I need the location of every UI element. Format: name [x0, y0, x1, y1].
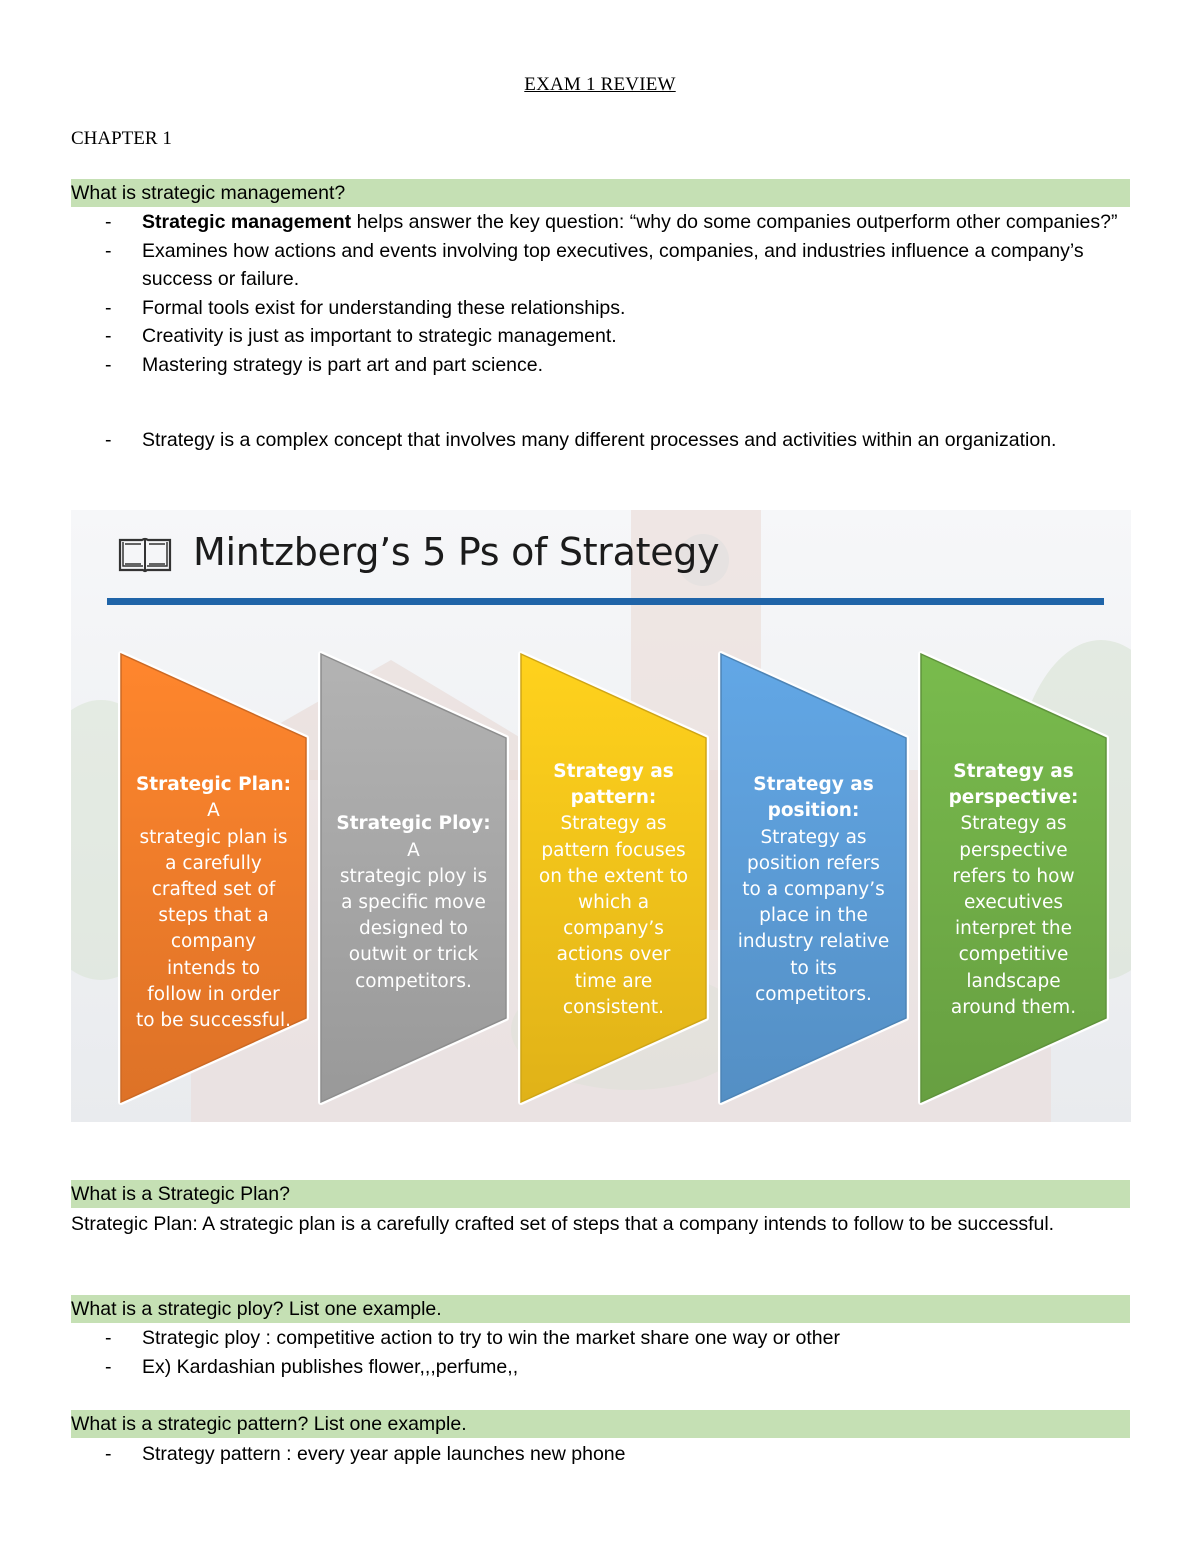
figure-title: Mintzberg’s 5 Ps of Strategy — [193, 530, 720, 574]
card-text-line — [729, 772, 899, 798]
card-description: intends to — [166, 957, 261, 979]
card-text-line — [929, 864, 1099, 890]
card-description: perspective — [959, 839, 1068, 861]
card-description: time are — [574, 970, 653, 992]
card-text-line — [529, 864, 699, 890]
strategic-plan-card-text — [129, 772, 299, 1034]
list-item — [71, 426, 1121, 455]
strategic-ploy-list — [71, 1324, 1121, 1381]
card-text-line — [329, 890, 499, 916]
card-label: position: — [767, 800, 860, 822]
bold-term: Strategic management — [142, 211, 352, 233]
card-text-line — [729, 851, 899, 877]
card-description: position refers — [747, 852, 880, 874]
card-text-line — [129, 772, 299, 824]
card-text-line — [729, 982, 899, 1008]
card-label: perspective: — [948, 787, 1079, 809]
document-title: EXAM 1 REVIEW — [524, 74, 676, 95]
card-text-line — [729, 877, 899, 903]
card-description: industry relative — [737, 931, 890, 953]
card-description: on the extent to — [538, 865, 689, 887]
card-description: pattern focuses — [541, 839, 686, 861]
card-description: refers to how — [952, 865, 1075, 887]
list-item-text: Mastering strategy is part art and part science. — [142, 353, 544, 376]
card-text-line — [529, 759, 699, 785]
card-description: around them. — [950, 996, 1077, 1018]
card-label: Strategy as — [553, 761, 674, 782]
card-text-line — [129, 929, 299, 955]
card-description: follow in order — [147, 983, 280, 1005]
strategy-as-pattern-card-text — [529, 759, 699, 1021]
strategic-plan-answer: Strategic Plan: A strategic plan is a carefully crafted set of steps that a company intends to follow to be successful. — [71, 1213, 1055, 1235]
card-text-line — [929, 838, 1099, 864]
card-text-line — [529, 838, 699, 864]
card-description: strategic ploy is — [339, 865, 488, 887]
question-heading-strategic-pattern: What is a strategic pattern? List one example. — [71, 1410, 1130, 1438]
card-text-line — [529, 785, 699, 811]
card-text-line — [929, 890, 1099, 916]
strategy-as-position-card-text — [729, 772, 899, 1008]
chapter-heading: CHAPTER 1 — [71, 128, 172, 149]
card-description: company — [170, 931, 257, 953]
list-item-text: Strategy pattern : every year apple launches new phone — [142, 1443, 626, 1465]
card-description: which a — [577, 892, 650, 914]
card-text-line — [129, 851, 299, 877]
card-description: company’s — [563, 918, 664, 940]
card-text-line — [129, 903, 299, 929]
card-text-line — [129, 956, 299, 982]
card-label: Strategy as — [753, 774, 874, 796]
list-item — [71, 351, 1121, 380]
card-text-line — [929, 759, 1099, 785]
card-label: Strategic Ploy: — [336, 813, 491, 835]
list-item — [71, 1440, 1121, 1469]
card-text-line — [929, 916, 1099, 942]
card-text-line — [529, 811, 699, 837]
card-description: A — [207, 800, 220, 822]
card-description: consistent. — [562, 996, 665, 1018]
card-text-line — [929, 811, 1099, 837]
card-text-line — [329, 969, 499, 995]
card-description: Strategy as — [560, 813, 667, 835]
card-description: competitors. — [755, 983, 872, 1005]
list-item-text: Strategy is a complex concept that involves many different processes and activities within an organization. — [142, 429, 1057, 451]
card-description: to its — [790, 957, 837, 979]
mintzberg-5ps-figure — [71, 510, 1131, 1122]
question-heading-strategic-plan: What is a Strategic Plan? — [71, 1180, 1130, 1208]
card-text-line — [729, 956, 899, 982]
card-text-line — [529, 942, 699, 968]
card-text-line — [329, 811, 499, 863]
card-description: place in the — [759, 905, 868, 927]
card-description: executives — [963, 892, 1064, 914]
card-description: crafted set of — [151, 878, 276, 900]
card-text-line — [329, 916, 499, 942]
card-text-line — [529, 969, 699, 995]
card-text-line — [529, 995, 699, 1021]
card-text-line — [729, 929, 899, 955]
card-description: a carefully — [165, 852, 262, 874]
card-description: A — [407, 839, 420, 861]
list-item — [71, 294, 1121, 323]
strategic-management-list — [71, 208, 1121, 379]
card-text-line — [729, 903, 899, 929]
card-text-line — [129, 825, 299, 851]
list-item — [71, 1353, 1121, 1382]
list-item-text: Ex) Kardashian publishes flower,,,perfume,, — [142, 1355, 519, 1378]
list-item — [71, 237, 1121, 294]
card-description: competitive — [958, 944, 1069, 966]
card-description: landscape — [966, 970, 1061, 992]
card-text-line — [929, 785, 1099, 811]
card-description: interpret the — [955, 918, 1072, 940]
list-item — [71, 322, 1121, 351]
card-text-line — [729, 825, 899, 851]
card-description: to be successful. — [135, 1009, 292, 1031]
card-description: designed to — [359, 918, 468, 940]
card-description: Strategy as — [960, 813, 1067, 835]
card-text-line — [329, 942, 499, 968]
card-description: Strategy as — [760, 826, 867, 848]
list-item-text: Examines how actions and events involving top executives, companies, and industries influence a company’s success or failure. — [142, 239, 1084, 290]
question-heading-strategic-management: What is strategic management? — [71, 179, 1130, 207]
card-text-line — [729, 798, 899, 824]
card-description: actions over — [556, 944, 671, 966]
card-description: competitors. — [355, 970, 472, 992]
card-label: Strategic Plan: — [135, 774, 292, 796]
card-text-line — [329, 864, 499, 890]
card-text-line — [529, 890, 699, 916]
card-text-line — [129, 877, 299, 903]
list-item-text: Strategic ploy : competitive action to try to win the market share one way or other — [142, 1327, 840, 1349]
card-description: a specific move — [341, 892, 486, 913]
card-label: pattern: — [570, 787, 657, 809]
list-item-text: helps answer the key question: “why do some companies outperform other companies?” — [351, 211, 1118, 233]
card-description: strategic plan is — [139, 826, 288, 848]
strategic-ploy-card-text — [329, 811, 499, 994]
card-text-line — [929, 995, 1099, 1021]
card-text-line — [129, 1008, 299, 1034]
card-description: outwit or trick — [348, 944, 479, 966]
card-description: to a company’s — [742, 878, 885, 900]
card-label: Strategy as — [953, 761, 1074, 782]
card-text-line — [929, 969, 1099, 995]
list-item-text: Formal tools exist for understanding these relationships. — [142, 296, 626, 319]
strategic-management-list-continued — [71, 426, 1121, 455]
question-heading-strategic-ploy: What is a strategic ploy? List one example. — [71, 1295, 1130, 1323]
card-text-line — [929, 942, 1099, 968]
card-text-line — [129, 982, 299, 1008]
strategic-pattern-list — [71, 1440, 1121, 1469]
list-item — [71, 208, 1121, 237]
list-item — [71, 1324, 1121, 1353]
card-text-line — [529, 916, 699, 942]
card-description: steps that a — [158, 905, 269, 927]
list-item-text: Creativity is just as important to strategic management. — [142, 325, 617, 347]
strategy-as-perspective-card-text — [929, 759, 1099, 1021]
